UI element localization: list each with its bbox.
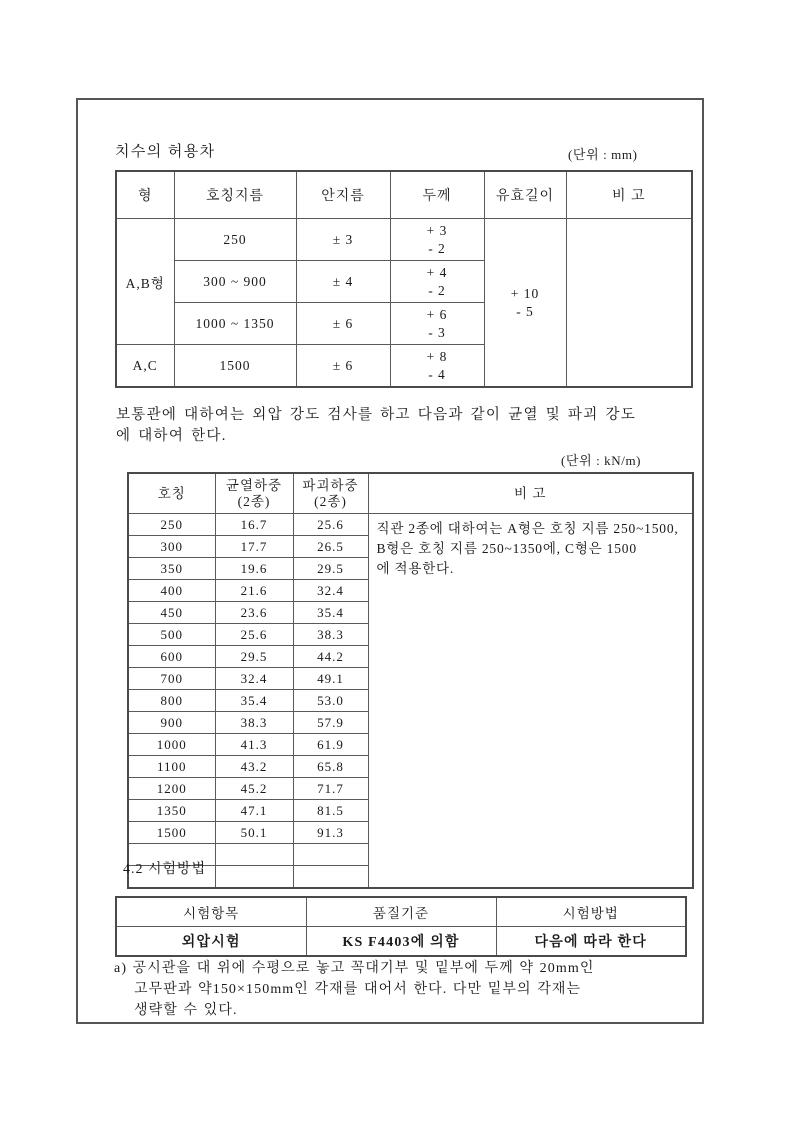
cell-inner-250: ± 3 xyxy=(296,219,390,261)
paragraph1-line1: 보통관에 대하여는 외압 강도 검사를 하고 다음과 같이 균열 및 파괴 강도 xyxy=(116,407,637,423)
cell-nominal: 1000 xyxy=(128,734,215,756)
table-row xyxy=(116,219,692,261)
cell-break: 38.3 xyxy=(293,624,368,646)
load-unit-note: (단위 : kN/m) xyxy=(561,453,642,468)
cell-test-method: 다음에 따라 한다 xyxy=(496,927,686,957)
cell-break: 81.5 xyxy=(293,800,368,822)
th-test-item: 시험항목 xyxy=(116,897,306,927)
cell-nominal: 400 xyxy=(128,580,215,602)
cell-type-ac: A,C xyxy=(116,345,174,388)
cell-nominal-1500: 1500 xyxy=(174,345,296,388)
cell-crack: 35.4 xyxy=(215,690,293,712)
cell-nominal-250: 250 xyxy=(174,219,296,261)
thickness-minus: - 2 xyxy=(428,240,446,256)
table-row-header xyxy=(116,171,692,219)
cell-crack: 38.3 xyxy=(215,712,293,734)
cell-crack: 25.6 xyxy=(215,624,293,646)
th-crack-load-sub: (2종) xyxy=(237,493,271,509)
cell-crack: 16.7 xyxy=(215,514,293,536)
cell-test-item: 외압시험 xyxy=(116,927,306,957)
cell-crack: 47.1 xyxy=(215,800,293,822)
cell-crack: 50.1 xyxy=(215,822,293,844)
remark-line-2: B형은 호칭 지름 250~1350에, C형은 1500 xyxy=(376,541,637,556)
cell-nominal: 500 xyxy=(128,624,215,646)
cell-nominal: 900 xyxy=(128,712,215,734)
table-row-header xyxy=(128,473,693,514)
thickness-minus: - 4 xyxy=(428,366,446,382)
cell-effective-length xyxy=(484,219,566,388)
cell-crack xyxy=(215,866,293,889)
cell-break: 25.6 xyxy=(293,514,368,536)
cell-nominal: 600 xyxy=(128,646,215,668)
effective-length-minus: - 5 xyxy=(516,303,534,319)
thickness-minus: - 3 xyxy=(428,324,446,340)
th-test-method: 시험방법 xyxy=(496,897,686,927)
cell-quality-standard: KS F4403에 의함 xyxy=(306,927,496,957)
cell-remark-empty xyxy=(566,219,692,388)
thickness-plus: + 8 xyxy=(426,348,448,364)
paragraph-test-procedure xyxy=(114,958,694,1021)
remark-line-3: 에 적용한다. xyxy=(376,561,455,576)
paragraph-external-pressure xyxy=(116,405,676,447)
cell-break: 65.8 xyxy=(293,756,368,778)
thickness-plus: + 6 xyxy=(426,306,448,322)
paragraph2-line2: 고무판과 약150×150mm인 각재를 대어서 한다. 다만 밑부의 각재는 xyxy=(134,982,582,997)
cell-crack xyxy=(215,844,293,866)
table-dimension-tolerance xyxy=(115,170,693,388)
th-crack-load xyxy=(215,473,293,514)
cell-break: 32.4 xyxy=(293,580,368,602)
cell-inner-1000-1350: ± 6 xyxy=(296,303,390,345)
thickness-minus: - 2 xyxy=(428,282,446,298)
cell-inner-1500: ± 6 xyxy=(296,345,390,388)
cell-nominal: 250 xyxy=(128,514,215,536)
cell-inner-300-900: ± 4 xyxy=(296,261,390,303)
th-nominal-diameter: 호칭지름 xyxy=(174,171,296,219)
cell-nominal: 350 xyxy=(128,558,215,580)
cell-crack: 41.3 xyxy=(215,734,293,756)
cell-thickness-1000-1350 xyxy=(390,303,484,345)
cell-crack: 43.2 xyxy=(215,756,293,778)
th-nominal: 호칭 xyxy=(128,473,215,514)
th-effective-length: 유효길이 xyxy=(484,171,566,219)
cell-break xyxy=(293,866,368,889)
cell-nominal: 1500 xyxy=(128,822,215,844)
cell-thickness-300-900 xyxy=(390,261,484,303)
th-remark: 비 고 xyxy=(368,473,693,514)
thickness-plus: + 3 xyxy=(426,222,448,238)
document-page-frame xyxy=(76,98,704,1024)
cell-break xyxy=(293,844,368,866)
table-crack-break-load xyxy=(127,472,694,889)
paragraph1-line2: 에 대하여 한다. xyxy=(116,428,227,444)
cell-remark-note xyxy=(368,514,693,889)
remark-line-1: 직관 2종에 대하여는 A형은 호칭 지름 250~1500, xyxy=(376,521,679,536)
cell-nominal: 1100 xyxy=(128,756,215,778)
paragraph2-line1: a) 공시관을 대 위에 수평으로 놓고 꼭대기부 및 밑부에 두께 약 20mm인 xyxy=(114,961,595,976)
cell-break: 26.5 xyxy=(293,536,368,558)
th-crack-load-main: 균열하중 xyxy=(225,477,283,493)
cell-nominal: 700 xyxy=(128,668,215,690)
cell-nominal-1000-1350: 1000 ~ 1350 xyxy=(174,303,296,345)
cell-crack: 21.6 xyxy=(215,580,293,602)
page-content xyxy=(78,100,702,1022)
cell-crack: 23.6 xyxy=(215,602,293,624)
th-break-load-main: 파괴하중 xyxy=(302,477,359,493)
cell-break: 29.5 xyxy=(293,558,368,580)
th-inner-diameter: 안지름 xyxy=(296,171,390,219)
cell-thickness-1500 xyxy=(390,345,484,388)
cell-break: 35.4 xyxy=(293,602,368,624)
table-row xyxy=(128,514,693,536)
cell-type-ab: A,B형 xyxy=(116,219,174,345)
cell-break: 91.3 xyxy=(293,822,368,844)
cell-break: 49.1 xyxy=(293,668,368,690)
cell-break: 71.7 xyxy=(293,778,368,800)
th-break-load-sub: (2종) xyxy=(314,493,347,509)
table-row xyxy=(116,927,686,957)
cell-break: 44.2 xyxy=(293,646,368,668)
cell-crack: 29.5 xyxy=(215,646,293,668)
effective-length-plus: + 10 xyxy=(510,285,540,301)
tolerance-unit-note: (단위 : mm) xyxy=(568,147,638,162)
table-test-method xyxy=(115,896,687,957)
cell-nominal: 1350 xyxy=(128,800,215,822)
paragraph2-line3: 생략할 수 있다. xyxy=(134,1003,238,1018)
cell-break: 57.9 xyxy=(293,712,368,734)
cell-nominal: 450 xyxy=(128,602,215,624)
thickness-plus: + 4 xyxy=(426,264,448,280)
cell-nominal: 800 xyxy=(128,690,215,712)
cell-thickness-250 xyxy=(390,219,484,261)
cell-nominal: 1200 xyxy=(128,778,215,800)
th-type: 형 xyxy=(116,171,174,219)
th-quality-standard: 품질기준 xyxy=(306,897,496,927)
cell-break: 53.0 xyxy=(293,690,368,712)
table-row-header xyxy=(116,897,686,927)
section-4-2-heading: 4.2 시험방법 xyxy=(123,862,207,877)
th-thickness: 두께 xyxy=(390,171,484,219)
cell-crack: 19.6 xyxy=(215,558,293,580)
cell-crack: 17.7 xyxy=(215,536,293,558)
th-break-load xyxy=(293,473,368,514)
cell-crack: 45.2 xyxy=(215,778,293,800)
th-remark: 비 고 xyxy=(566,171,692,219)
tolerance-table-title: 치수의 허용차 xyxy=(115,144,216,160)
cell-nominal-300-900: 300 ~ 900 xyxy=(174,261,296,303)
cell-break: 61.9 xyxy=(293,734,368,756)
cell-crack: 32.4 xyxy=(215,668,293,690)
cell-nominal: 300 xyxy=(128,536,215,558)
